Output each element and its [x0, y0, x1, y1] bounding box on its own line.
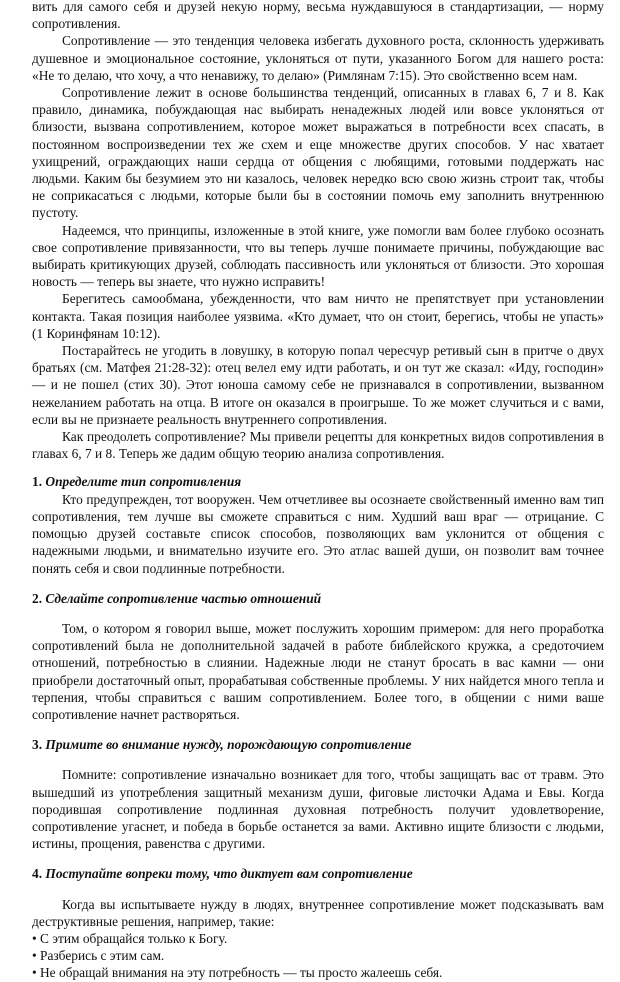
bullet-list [32, 930, 604, 982]
paragraph-self-deception: Берегитесь самообмана, убежденности, что вам ничто не препятствует при установлении контакта. Такая позиция наиболее уязвима. «Кто думает, что он стоит, берегись, чтобы не упасть» (1 Коринфянам 10:12). [32, 291, 604, 341]
paragraph-principles: Надеемся, что принципы, изложенные в этой книге, уже помогли вам более глубоко осознать свое сопротивление привязанности, что вы теперь лучше понимаете причины, побуждающие вас выбирать критикующих друзей, соблюдать пассивность или уклоняться от близости. Это хорошая новость — теперь вы знаете, что нужно исправить! [32, 222, 604, 290]
list-item [32, 964, 604, 981]
list-item-text: Не обращай внимания на эту потребность — ты просто жалеешь себя. [40, 965, 443, 981]
section-number: 1. [32, 474, 43, 490]
section-title: Поступайте вопреки тому, что диктует вам сопротивление [45, 866, 413, 882]
paragraph-tendencies: Сопротивление лежит в основе большинства тенденций, описанных в главах 6, 7 и 8. Как правило, динамика, побуждающая нас выбирать ненадежных людей или вовсе уклоняться от близости, вызвана сопротивлением, которое может выражаться в потребности всех спасать, в постоянном воспроизведении тех же схем и еще множестве других способов. У нас хватает ухищрений, ограждающих наши сердца от общения с любящими, готовыми поддержать нас людьми. Каким бы безумием это ни казалось, человек нередко всю свою жизнь строит так, чтобы не соприкасаться с людьми, которые были бы в состоянии помочь ему заполнить внутреннюю пустоту. [32, 85, 604, 221]
paragraph-continuation: вить для самого себя и друзей некую норму, весьма нуждавшуюся в стандартизации, — норму сопротивления. [32, 0, 604, 32]
section-heading [32, 865, 604, 882]
paragraph-definition: Сопротивление — это тенденция человека избегать духовного роста, склонность удерживать душевное и эмоциональное состояние, уклоняться от пути, указанного Богом для нашего роста: «Не то делаю, что хочу, а что ненавижу, то делаю» (Римлянам 7:15). Это свойственно всем нам. [32, 33, 604, 83]
section-title: Определите тип сопротивления [45, 474, 242, 490]
bullet-glyph: • [32, 930, 37, 946]
paragraph-how-to-overcome: Как преодолеть сопротивление? Мы привели рецепты для конкретных видов сопротивления в главах 6, 7 и 8. Теперь же дадим общую теорию анализа сопротивления. [32, 429, 604, 462]
section-title: Сделайте сопротивление частью отношений [45, 590, 322, 606]
section-2 [32, 590, 604, 723]
list-item [32, 947, 604, 964]
section-1 [32, 473, 604, 576]
section-heading [32, 590, 604, 607]
section-4 [32, 865, 604, 981]
section-number: 3. [32, 737, 43, 753]
paragraph-parable: Постарайтесь не угодить в ловушку, в которую попал чересчур ретивый сын в притче о двух братьях (см. Матфея 21:28-32): отец велел ему идти работать, и он тут же сказал: «Иду, господин» — и не пошел (стих 30). Этот юноша самому себе не признавался в сопротивлении, вызванном нежеланием работать на отца. В итоге он оказался в проигрыше. То же может случиться и с вами, если вы не признаете реальность внутреннего сопротивления. [32, 343, 604, 427]
section-3 [32, 736, 604, 852]
section-number: 2. [32, 590, 43, 606]
list-item [32, 930, 604, 947]
list-item-text: С этим обращайся только к Богу. [40, 930, 228, 946]
bullet-glyph: • [32, 948, 37, 964]
list-item-text: Разберись с этим сам. [40, 948, 165, 964]
section-heading [32, 473, 604, 490]
section-body: Когда вы испытываете нужду в людях, внутреннее сопротивление может подсказывать вам деструктивные решения, например, такие: [32, 896, 604, 929]
bullet-glyph: • [32, 965, 37, 981]
section-body: Помните: сопротивление изначально возникает для того, чтобы защищать вас от травм. Это вышедший из употребления защитный механизм души, фиговые листочки Адама и Евы. Когда породившая сопротивление подлинная духовная потребность получит удовлетворение, сопротивление угаснет, и победа в борьбе останется за вами. Активно ищите близости с людьми, истины, прощения, равенства с другими. [32, 767, 604, 852]
section-body: Том, о котором я говорил выше, может послужить хорошим примером: для него проработка сопротивлений была не дополнительной задачей в работе библейского кружка, а средоточием отношений, потребностью в слиянии. Надежные люди не станут бросать в вас камни — они приобрели достаточный опыт, прорабатывая собственные проблемы. У них найдется много тепла и терпения, чтобы справиться с вашим сопротивлением. Более того, в общении с ними ваше сопротивление начнет растворяться. [32, 620, 604, 722]
section-title: Примите во внимание нужду, порождающую сопротивление [45, 737, 412, 753]
section-number: 4. [32, 866, 43, 882]
section-heading [32, 736, 604, 753]
section-body: Кто предупрежден, тот вооружен. Чем отчетливее вы осознаете свойственный именно вам тип сопротивления, тем лучше вы сможете справиться с ним. Худший ваш враг — отрицание. С помощью друзей составьте список способов, позволяющих вам уклонится от общения с надежными людьми, и внимательно изучите его. Это атлас вашей души, он позволит вам точнее понять себя и свои подлинные потребности. [32, 491, 604, 576]
